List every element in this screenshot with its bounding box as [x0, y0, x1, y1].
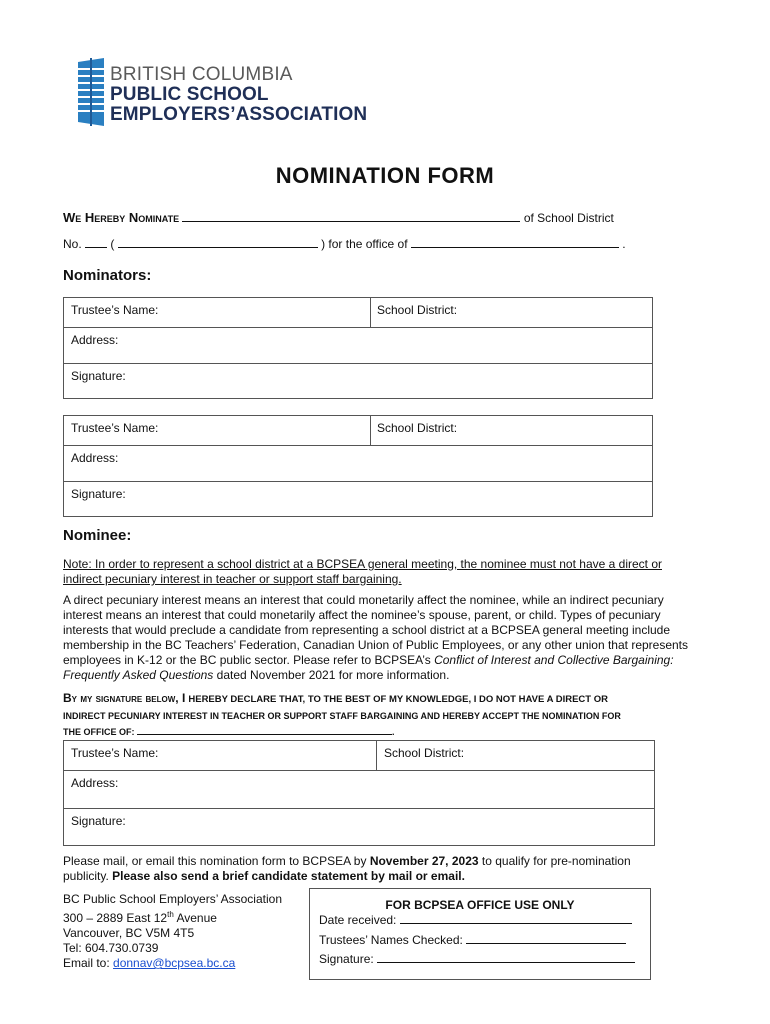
- address-row[interactable]: [64, 771, 654, 809]
- nominators-heading: Nominators:: [63, 267, 152, 284]
- date-received-field[interactable]: [400, 913, 632, 924]
- date-received-label: Date received:: [319, 913, 397, 927]
- trustee-name-label: Trustee’s Name:: [71, 421, 159, 435]
- deadline-date: November 27, 2023: [369, 854, 479, 868]
- signature-row[interactable]: [64, 809, 654, 845]
- address-row[interactable]: [64, 328, 652, 364]
- district-name-field[interactable]: [118, 235, 318, 248]
- address-block: [63, 892, 282, 971]
- organization-logo-text: [110, 65, 367, 125]
- declaration: [63, 690, 713, 740]
- office-signature-label: Signature:: [319, 952, 374, 966]
- telephone: Tel: 604.730.0739: [63, 941, 159, 955]
- nominator-box-2: [63, 415, 653, 517]
- mail-instructions: [63, 854, 703, 884]
- org-name: BC Public School Employers’ Association: [63, 892, 282, 906]
- school-district-label: School District:: [377, 421, 458, 435]
- district-number-field[interactable]: [85, 235, 107, 248]
- trustees-checked-field[interactable]: [466, 933, 626, 944]
- signature-label: Signature:: [71, 369, 126, 383]
- paragraph-main: A direct pecuniary interest means an interest that could monetarily affect the nominee, while an indirect pecuniary interest means an interest that could monetarily affect the nominee’s spouse, parent, or child. Types of pecuniary interests that would preclude a candidate from representing a school district at a BCPSEA general meeting include membership in the BC Teachers’ Federation, Canadian Union of Public Employees, or any other union that represents employees in K-12 or the BC public sector. Please refer to BCPSEA’s: [63, 593, 689, 667]
- logo-line-2: PUBLIC SCHOOL: [110, 84, 269, 105]
- nominate-line: [63, 209, 614, 225]
- school-district-label: School District:: [377, 303, 458, 317]
- declaration-line-3: THE OFFICE OF:: [63, 727, 135, 737]
- trustees-checked-label: Trustees’ Names Checked:: [319, 933, 463, 947]
- email-link[interactable]: donnav@bcpsea.bc.ca: [113, 956, 236, 970]
- form-title: NOMINATION FORM: [275, 163, 495, 188]
- mail-line-1a: Please mail, or email this nomination form to BCPSEA by: [63, 854, 367, 868]
- mail-line-1b: to qualify for pre-nomination: [481, 854, 631, 868]
- address-label: Address:: [71, 776, 119, 790]
- logo-line-1: BRITISH COLUMBIA: [110, 64, 293, 85]
- nominate-label: We Hereby Nominate: [63, 210, 180, 225]
- city-postal: Vancouver, BC V5M 4T5: [63, 926, 195, 940]
- mail-line-2a: publicity.: [63, 869, 109, 883]
- district-office-line: [63, 235, 626, 251]
- email-label: Email to:: [63, 956, 110, 970]
- address-label: Address:: [71, 333, 119, 347]
- school-district-suffix: of School District: [523, 211, 614, 225]
- signature-row[interactable]: [64, 364, 652, 398]
- line-end: .: [622, 237, 626, 251]
- paragraph-tail: dated November 2021 for more information.: [216, 668, 450, 682]
- trustee-name-label: Trustee’s Name:: [71, 746, 159, 760]
- declaration-line-1a: By my signature below, I: [63, 691, 186, 705]
- office-signature-field[interactable]: [377, 952, 635, 963]
- no-label: No.: [63, 237, 82, 251]
- office-field[interactable]: [411, 235, 619, 248]
- office-label: ) for the office of: [321, 237, 408, 251]
- bcpsea-logo-icon: [74, 58, 108, 126]
- declaration-end: .: [392, 727, 395, 737]
- nominee-name-field[interactable]: [182, 209, 520, 222]
- nominator-box-1: [63, 297, 653, 399]
- nominee-office-field[interactable]: [137, 724, 392, 735]
- open-paren: (: [110, 237, 115, 251]
- signature-label: Signature:: [71, 487, 126, 501]
- signature-row[interactable]: [64, 482, 652, 516]
- address-row[interactable]: [64, 446, 652, 482]
- nominee-heading: Nominee:: [63, 527, 132, 544]
- declaration-line-2: INDIRECT PECUNIARY INTEREST IN TEACHER OR SUPPORT STAFF BARGAINING AND HEREBY ACCEPT THE NOMINATION FOR: [63, 711, 621, 721]
- address-label: Address:: [71, 451, 119, 465]
- nominee-note: Note: In order to represent a school district at a BCPSEA general meeting, the nominee must not have a direct or indirect pecuniary interest in teacher or support staff bargaining.: [63, 557, 662, 586]
- faq-document-title: Conflict of Interest and Collective Bargaining: Frequently Asked Questions: [63, 653, 674, 682]
- logo-line-3: EMPLOYERS’ASSOCIATION: [110, 104, 368, 125]
- office-use-heading: FOR BCPSEA OFFICE USE ONLY: [385, 898, 575, 912]
- declaration-line-1b: HEREBY DECLARE THAT, TO THE BEST OF MY KNOWLEDGE, I DO NOT HAVE A DIRECT OR: [188, 694, 608, 705]
- mail-line-2b: Please also send a brief candidate statement by mail or email.: [112, 869, 465, 883]
- school-district-label: School District:: [384, 746, 465, 760]
- trustee-name-label: Trustee’s Name:: [71, 303, 159, 317]
- pecuniary-interest-paragraph: [63, 593, 705, 683]
- nominee-box: [63, 740, 655, 846]
- street-address: 300 – 2889 East 12th Avenue: [63, 910, 217, 925]
- signature-label: Signature:: [71, 814, 126, 828]
- office-use-box: [309, 888, 651, 980]
